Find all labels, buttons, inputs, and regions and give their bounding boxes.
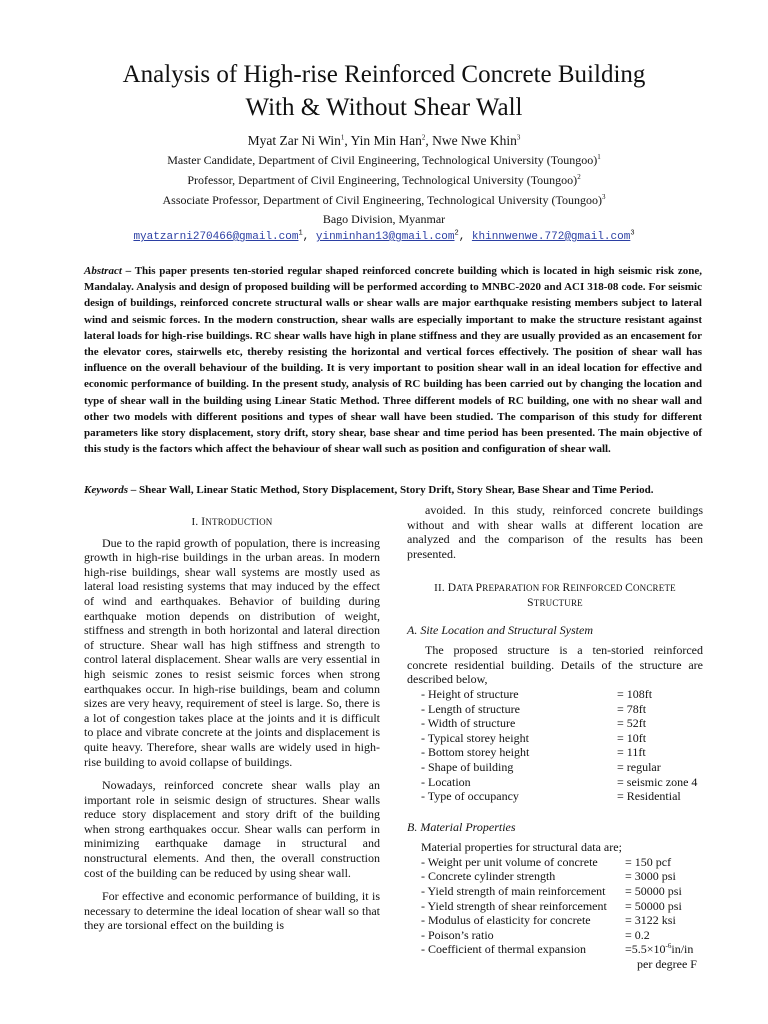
subsection-heading-site-location: A. Site Location and Structural System	[407, 622, 593, 637]
email-link-3[interactable]: khinnwenwe.772@gmail.com	[471, 231, 631, 243]
spec-item-thermal-cont: per degree F	[637, 957, 697, 972]
author-list	[60, 132, 708, 150]
left-column	[84, 515, 380, 933]
spec-item: - Yield strength of shear reinforcement = 50000 psi	[421, 898, 682, 913]
author-location: Bago Division, Myanmar	[322, 212, 446, 226]
spec-item: - Weight per unit volume of concrete = 150 pcf	[421, 854, 672, 869]
author: Nwe Nwe Khin$^3$	[432, 133, 521, 148]
spec-item: - Typical storey height = 10ft	[421, 730, 647, 745]
intro-paragraph-2: Nowadays, reinforced concrete shear walls play an important role in seismic design of structures. Shear walls reduce story displacement and story drift of the building when strong earthquakes occur. Shear walls can perform in minimizing earthquake damage in structural and nonstructural elements. And then, the overall construction cost of the building can be reduced by using shear wall.	[84, 778, 380, 880]
title-line-1: Analysis of High-rise Reinforced Concrete Building	[122, 61, 646, 88]
affiliation-3: Associate Professor, Department of Civil Engineering, Technological University (Toungoo)$^3$	[162, 193, 606, 207]
title-line-2: With & Without Shear Wall	[245, 94, 523, 121]
structure-spec-list	[407, 687, 703, 804]
intro-paragraph-3: For effective and economic performance of building, it is necessary to determine the ideal location of shear wall so that they are torsional effect on the building is	[84, 889, 380, 933]
author: Yin Min Han$^2$,	[350, 133, 433, 148]
spec-item: - Height of structure = 108ft	[421, 686, 653, 701]
abstract: Abstract – This paper presents ten-storied regular shaped reinforced concrete building which is located in high seismic risk zone, Mandalay. Analysis and design of proposed building will be performed according to MNBC-2020 and ACI 318-08 code. For seismic design of buildings, reinforced concrete structural walls or shear walls are major earthquake resisting members subject to lateral wind and seismic forces. In the modern construction, shear walls are especially important to make the structure resistant against lateral loads for high-rise buildings. RC shear walls have high in plane stiffness and they are usually provided as an encasement for the elevator cores, stairwells etc, thereby resisting the horizontal and vertical forces effectively. The position of shear wall has influence on the overall behaviour of the building. It is very important to position shear wall in an ideal location for effective and economic performance of building. In the present study, analysis of RC building has been carried out by changing the location and type of shear wall in the building using Linear Static Method. Three different models of RC building, one with no shear wall and other two models with different positions and types of shear wall have been studied. The comparison of this study for different parameters like story displacement, story drift, story shear, base shear and time period has been presented. The main objective of this study is the factors which affect the behaviour of shear wall such as position and configuration of shear wall.	[84, 265, 702, 456]
paper-title	[60, 58, 708, 124]
email-link-2[interactable]: yinminhan13@gmail.com	[315, 231, 455, 243]
spec-item: - Bottom storey height = 11ft	[421, 745, 646, 760]
author: Myat Zar Ni Win$^1$,	[247, 133, 351, 148]
keywords-text: Shear Wall, Linear Static Method, Story Displacement, Story Drift, Story Shear, Base Shear and Time Period.	[139, 484, 654, 496]
spec-item: - Shape of building = regular	[421, 759, 661, 774]
spec-item: - Modulus of elasticity for concrete = 3122 ksi	[421, 913, 676, 928]
intro-paragraph-1: Due to the rapid growth of population, there is increasing growth in high-rise buildings in the urban areas. In modern high-rise buildings, shear wall systems are mostly used as lateral load resisting systems that may induced by the effect of wind and earthquakes. Behavior of building during earthquake motion depends on distribution of weight, stiffness and strength in both horizontal and lateral direction of structure. Shear wall has high stiffness and strength to control lateral displacement. Shear walls are very essential in high seismic zones to resist seismic forces when strong earthquakes occur. In high-rise buildings, beam and column sizes are very heavy, requirement of steel is large. So, there is a lot of congestion takes place at the joints and it is difficult to place and vibrate concrete at the joints and displacement is quite heavy. Therefore, shear walls are widely used in high-rise building to avoid collapse of buildings.	[84, 535, 380, 769]
keywords-label: Keywords	[84, 484, 128, 496]
spec-item: - Location = seismic zone 4	[421, 774, 698, 789]
right-column	[407, 503, 703, 972]
spec-item: - Length of structure = 78ft	[421, 701, 647, 716]
abstract-text: This paper presents ten-storied regular shaped reinforced concrete building which is located in high seismic risk zone, Mandalay. Analysis and design of proposed building will be performed according to MNBC-2020 and ACI 318-08 code. For seismic design of buildings, reinforced concrete structural walls or shear walls are major earthquake resisting members subject to lateral wind and seismic forces. In the modern construction, shear walls are especially important to make the structure resistant against lateral loads for high-rise buildings. RC shear walls have high in plane stiffness and they are usually provided as an encasement for the elevator cores, stairwells etc, thereby resisting the horizontal and vertical forces effectively. The position of shear wall has influence on the overall behaviour of the building. It is very important to position shear wall in an ideal location for effective and economic performance of building. In the present study, analysis of RC building has been carried out by changing the location and type of shear wall in the building using Linear Static Method. Three different models of RC building, one with no shear wall and other two models with different positions and types of shear wall have been studied. The comparison of this study for different parameters like story displacement, story drift, story shear, base shear and time period has been presented. The main objective of this study is the factors which affect the behaviour of shear wall such as position and configuration of shear wall.	[84, 265, 702, 456]
site-location-paragraph: The proposed structure is a ten-storied reinforced concrete residential building. Details of the structure are described below,	[407, 643, 703, 687]
section-heading-introduction: I. INTRODUCTION	[191, 516, 273, 528]
email-list: myatzarni270466@gmail.com$^1$, yinminhan13@gmail.com$^2$, khinnwenwe.772@gmail.com$^3$	[133, 229, 635, 243]
material-spec-list	[407, 855, 703, 972]
spec-item: - Poison’s ratio = 0.2	[421, 927, 650, 942]
subsection-heading-material-properties: B. Material Properties	[407, 819, 516, 834]
abstract-label: Abstract	[84, 265, 122, 277]
spec-item: - Type of occupancy = Residential	[421, 789, 681, 804]
intro-continuation: avoided. In this study, reinforced concrete buildings without and with shear walls at different location are analyzed and the comparison of the results has been presented.	[407, 503, 703, 561]
spec-item: - Concrete cylinder strength = 3000 psi	[421, 869, 676, 884]
section-heading-data-preparation: II. DATA PREPARATION FOR REINFORCED CONCRETE STRUCTURE	[434, 582, 676, 609]
spec-item-thermal: - Coefficient of thermal expansion $=5.5\times 10^{-6}in/in$	[421, 942, 694, 957]
keywords: Keywords – Shear Wall, Linear Static Method, Story Displacement, Story Drift, Story Shear, Base Shear and Time Period.	[84, 484, 654, 496]
spec-item: - Width of structure = 52ft	[421, 716, 647, 731]
email-link-1[interactable]: myatzarni270466@gmail.com	[133, 231, 299, 243]
spec-item: - Yield strength of main reinforcement = 50000 psi	[421, 884, 682, 899]
affiliation-1: Master Candidate, Department of Civil Engineering, Technological University (Toungoo)$^1$	[167, 153, 601, 167]
material-intro: Material properties for structural data are;	[421, 840, 622, 855]
affiliation-2: Professor, Department of Civil Engineering, Technological University (Toungoo)$^2$	[187, 173, 581, 187]
